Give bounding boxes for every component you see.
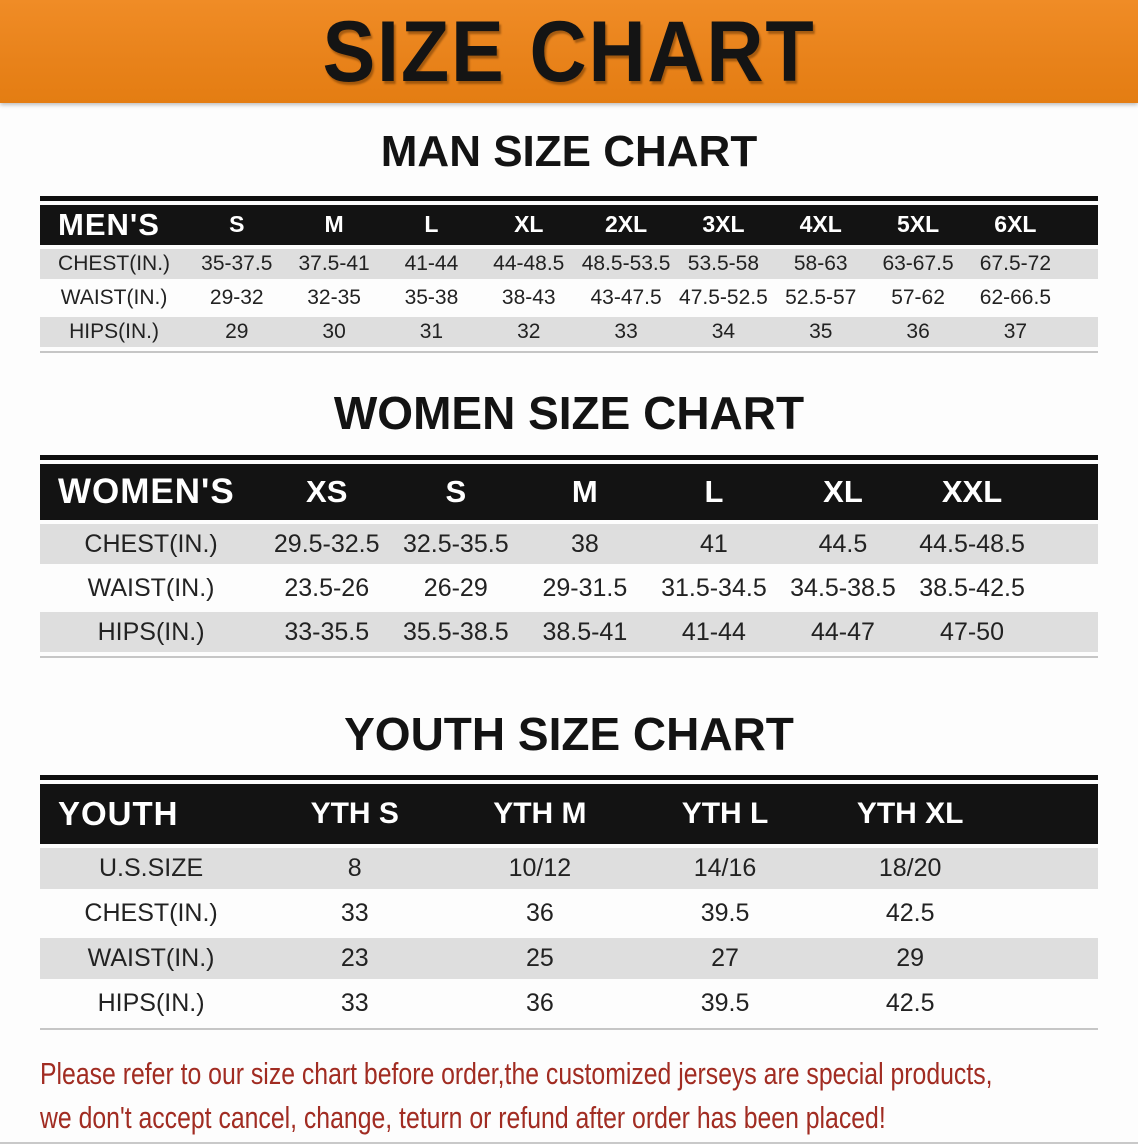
value-cell: 33 <box>340 899 369 928</box>
value-cell: 32 <box>517 319 541 343</box>
size-column-header: XS <box>262 464 391 520</box>
men-corner-label: MEN'S <box>40 205 188 245</box>
measurement-row <box>40 983 1098 1024</box>
row-spacer <box>1064 249 1098 279</box>
size-column-header: XXL <box>908 464 1037 520</box>
value-cell: 8 <box>347 854 362 883</box>
size-column-header: 5XL <box>869 205 966 245</box>
men-size-table <box>40 196 1098 353</box>
value-cell: 35-37.5 <box>201 251 273 275</box>
row-label-cell: WAIST(IN.) <box>87 573 215 602</box>
women-size-table-wrap <box>40 455 1098 658</box>
header-spacer <box>1064 205 1098 245</box>
row-label-cell: CHEST(IN.) <box>84 899 218 928</box>
youth-size-section <box>0 708 1138 1030</box>
value-cell: 58-63 <box>793 251 848 275</box>
row-label-cell: WAIST(IN.) <box>60 285 168 309</box>
value-cell: 36 <box>906 319 930 343</box>
women-size-table <box>40 455 1098 658</box>
value-cell: 43-47.5 <box>590 285 662 309</box>
value-cell: 29.5-32.5 <box>273 529 380 558</box>
value-cell: 35-38 <box>404 285 459 309</box>
value-cell: 53.5-58 <box>687 251 760 275</box>
size-column-header: YTH M <box>447 784 632 844</box>
measurement-row <box>40 249 1098 279</box>
value-cell: 31.5-34.5 <box>661 573 767 602</box>
value-cell: 29-31.5 <box>542 573 628 602</box>
disclaimer-line-2: we don't accept cancel, change, teturn or refund after order has been placed! <box>40 1100 886 1136</box>
value-cell: 36 <box>525 989 554 1018</box>
value-cell: 37.5-41 <box>298 251 370 275</box>
value-cell: 32.5-35.5 <box>402 529 509 558</box>
row-spacer <box>1037 568 1098 608</box>
value-cell: 63-67.5 <box>882 251 954 275</box>
disclaimer-line-1: Please refer to our size chart before order,the customized jerseys are special products, <box>40 1056 993 1092</box>
size-column-header: XL <box>480 205 577 245</box>
value-cell: 18/20 <box>878 854 942 883</box>
size-column-header: XL <box>778 464 907 520</box>
value-cell: 62-66.5 <box>979 285 1052 309</box>
value-cell: 41 <box>700 529 728 558</box>
size-column-header: 3XL <box>675 205 772 245</box>
order-disclaimer <box>40 1052 1138 1140</box>
header-spacer <box>1003 784 1098 844</box>
size-header-row <box>40 464 1098 520</box>
value-cell: 44-48.5 <box>493 251 565 275</box>
row-spacer <box>1003 893 1098 934</box>
value-cell: 52.5-57 <box>785 285 857 309</box>
row-label-cell: WAIST(IN.) <box>87 944 215 973</box>
size-chart-banner <box>0 0 1138 103</box>
value-cell: 37 <box>1003 319 1028 343</box>
value-cell: 14/16 <box>693 854 757 883</box>
measurement-row <box>40 524 1098 564</box>
value-cell: 10/12 <box>508 854 572 883</box>
value-cell: 31 <box>419 319 444 343</box>
men-size-table-wrap <box>40 196 1098 353</box>
size-header-row <box>40 205 1098 245</box>
value-cell: 32-35 <box>307 285 361 309</box>
row-spacer <box>1003 938 1098 979</box>
value-cell: 41-44 <box>404 251 459 275</box>
measurement-row <box>40 893 1098 934</box>
value-cell: 47.5-52.5 <box>679 285 768 309</box>
value-cell: 38-43 <box>501 285 556 309</box>
row-spacer <box>1037 612 1098 652</box>
row-label-cell: U.S.SIZE <box>98 854 204 883</box>
size-header-row <box>40 784 1098 844</box>
row-label-cell: HIPS(IN.) <box>69 319 159 343</box>
value-cell: 48.5-53.5 <box>581 251 671 275</box>
value-cell: 42.5 <box>885 989 935 1018</box>
value-cell: 39.5 <box>700 899 750 928</box>
size-column-header: S <box>188 205 285 245</box>
value-cell: 26-29 <box>423 573 488 602</box>
measurement-row <box>40 317 1098 347</box>
value-cell: 44.5 <box>818 529 868 558</box>
value-cell: 33 <box>340 989 369 1018</box>
measurement-row <box>40 612 1098 652</box>
row-label-cell: CHEST(IN.) <box>58 251 171 275</box>
size-column-header: 6XL <box>967 205 1064 245</box>
value-cell: 67.5-72 <box>979 251 1052 275</box>
measurement-row <box>40 283 1098 313</box>
value-cell: 29-32 <box>209 285 264 309</box>
youth-size-table-wrap <box>40 775 1098 1030</box>
size-column-header: YTH XL <box>818 784 1003 844</box>
value-cell: 47-50 <box>940 617 1004 646</box>
value-cell: 34.5-38.5 <box>790 573 896 602</box>
value-cell: 27 <box>711 944 739 973</box>
row-spacer <box>1003 983 1098 1024</box>
value-cell: 23 <box>340 944 369 973</box>
value-cell: 38 <box>570 529 599 558</box>
women-chart-heading: WOMEN SIZE CHART <box>333 386 805 439</box>
men-chart-heading: MAN SIZE CHART <box>380 127 758 176</box>
value-cell: 33-35.5 <box>284 617 370 646</box>
row-spacer <box>1064 283 1098 313</box>
size-column-header: M <box>520 464 649 520</box>
value-cell: 41-44 <box>681 617 746 646</box>
banner-title: SIZE CHART <box>322 3 816 100</box>
measurement-row <box>40 568 1098 608</box>
row-label-cell: HIPS(IN.) <box>97 617 205 646</box>
value-cell: 38.5-42.5 <box>919 573 1025 602</box>
value-cell: 33 <box>614 319 638 343</box>
measurement-row <box>40 938 1098 979</box>
row-spacer <box>1037 524 1098 564</box>
size-column-header: L <box>649 464 778 520</box>
value-cell: 29 <box>896 944 925 973</box>
value-cell: 44-47 <box>810 617 875 646</box>
value-cell: 36 <box>525 899 554 928</box>
men-size-section <box>0 127 1138 353</box>
size-column-header: L <box>383 205 480 245</box>
value-cell: 34 <box>711 319 736 343</box>
youth-size-table <box>40 775 1098 1030</box>
value-cell: 23.5-26 <box>284 573 370 602</box>
measurement-row <box>40 848 1098 889</box>
size-column-header: YTH S <box>262 784 447 844</box>
size-column-header: YTH L <box>632 784 817 844</box>
value-cell: 38.5-41 <box>542 617 628 646</box>
value-cell: 35 <box>809 319 833 343</box>
value-cell: 35.5-38.5 <box>402 617 509 646</box>
row-spacer <box>1003 848 1098 889</box>
header-spacer <box>1037 464 1098 520</box>
value-cell: 57-62 <box>891 285 945 309</box>
size-column-header: S <box>391 464 520 520</box>
women-corner-label: WOMEN'S <box>40 464 262 520</box>
row-label-cell: HIPS(IN.) <box>97 989 205 1018</box>
youth-corner-label: YOUTH <box>40 784 262 844</box>
size-column-header: 4XL <box>772 205 869 245</box>
value-cell: 39.5 <box>700 989 750 1018</box>
row-label-cell: CHEST(IN.) <box>84 529 218 558</box>
value-cell: 29 <box>225 319 249 343</box>
row-spacer <box>1064 317 1098 347</box>
value-cell: 42.5 <box>885 899 935 928</box>
youth-chart-heading: YOUTH SIZE CHART <box>344 708 794 761</box>
value-cell: 30 <box>322 319 346 343</box>
value-cell: 25 <box>525 944 554 973</box>
women-size-section <box>0 387 1138 659</box>
value-cell: 44.5-48.5 <box>919 529 1025 558</box>
size-column-header: M <box>285 205 382 245</box>
size-column-header: 2XL <box>577 205 674 245</box>
